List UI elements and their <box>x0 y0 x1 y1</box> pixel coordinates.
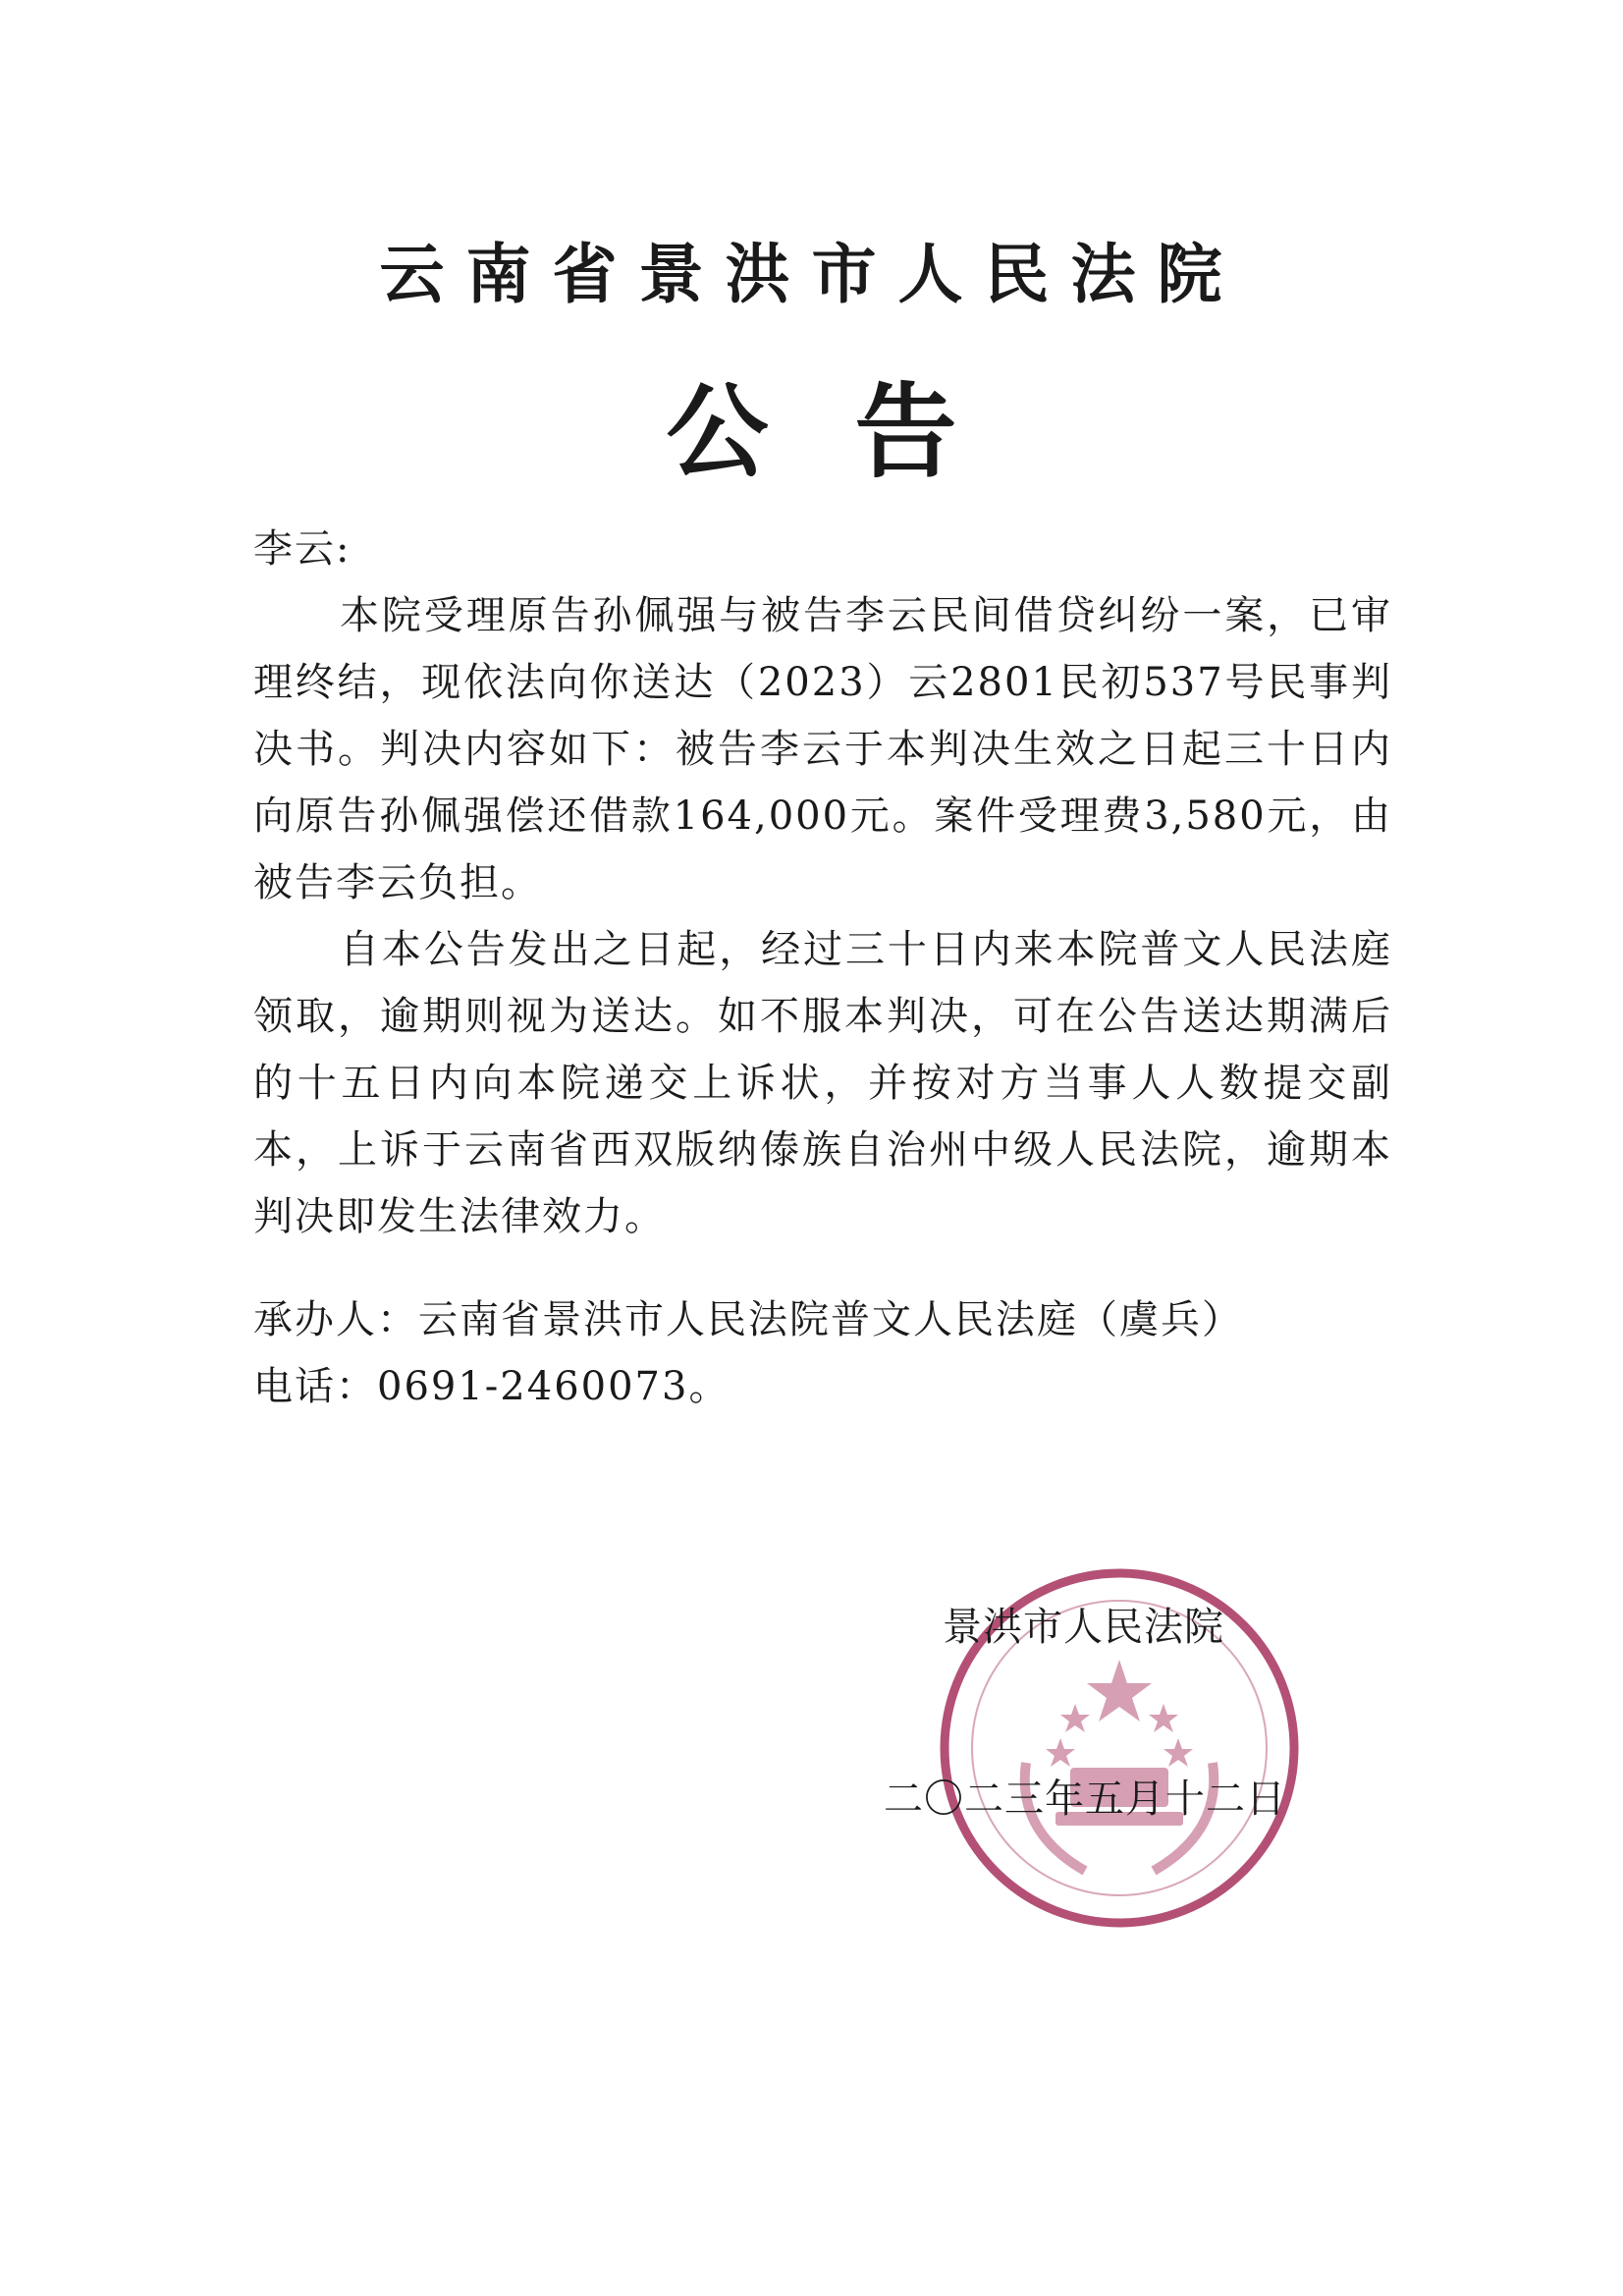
signing-court: 景洪市人民法院 <box>943 1605 1224 1650</box>
phone-line: 电话：0691-2460073。 <box>253 1364 730 1409</box>
addressee: 李云: <box>253 526 352 572</box>
court-name-heading: 云南省景洪市人民法院 <box>379 237 1244 312</box>
document-title: 公告 <box>666 372 1044 492</box>
paragraph-judgment: 本院受理原告孙佩强与被告李云民间借贷纠纷一案，已审理终结，现依法向你送达（2023）云2801民初537号民事判决书。判决内容如下：被告李云于本判决生效之日起三十日内向原告孙佩强偿还借款164,000元。案件受理费3,580元，由被告李云负担。 <box>253 593 1392 905</box>
handler-line: 承办人：云南省景洪市人民法院普文人民法庭（虞兵） <box>253 1297 1243 1342</box>
paragraph-appeal: 自本公告发出之日起，经过三十日内来本院普文人民法庭领取，逾期则视为送达。如不服本判决，可在公告送达期满后的十五日内向本院递交上诉状，并按对方当事人人数提交副本，上诉于云南省西双版纳傣族自治州中级人民法院，逾期本判决即发生法律效力。 <box>253 927 1392 1239</box>
contact-block <box>253 1286 1392 1420</box>
signing-date: 二〇二三年五月十二日 <box>884 1777 1286 1822</box>
